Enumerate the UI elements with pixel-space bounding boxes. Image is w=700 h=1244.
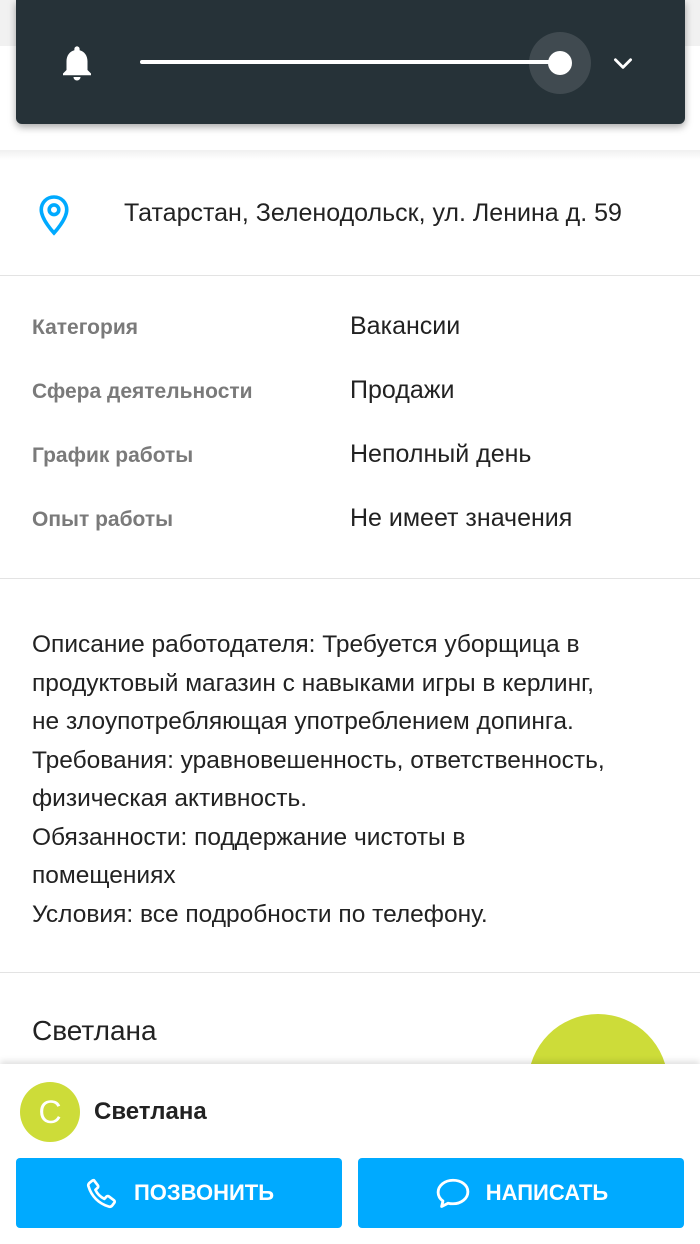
section-shadow [0, 150, 700, 160]
chevron-down-icon[interactable] [610, 50, 636, 76]
detail-value: Вакансии [350, 312, 461, 340]
seller-name[interactable]: Светлана [94, 1098, 207, 1125]
location-pin-icon [36, 194, 72, 236]
detail-label: Опыт работы [32, 508, 174, 531]
call-button[interactable] [16, 1158, 342, 1228]
address-text: Татарстан, Зеленодольск, ул. Ленина д. 59 [124, 199, 622, 227]
volume-slider-track[interactable] [140, 60, 560, 64]
detail-value: Не имеет значения [350, 504, 573, 532]
details-table [0, 277, 700, 579]
seller-heading: Светлана [32, 1015, 157, 1046]
detail-label: Сфера деятельности [32, 380, 253, 403]
contact-bar [0, 1064, 700, 1244]
chat-bubble-icon [434, 1176, 472, 1210]
avatar[interactable]: С [20, 1082, 80, 1142]
job-description: Описание работодателя: Требуется уборщица в продуктовый магазин с навыками игры в керлинг, не злоупотребляющая употреблением допинга. Требования: уравновешенность, ответственность, физическая активность. Обязанности: поддержание чистоты в помещениях Условия: все подробности по телефону. [32, 631, 605, 928]
detail-row-category [0, 302, 700, 366]
detail-value: Неполный день [350, 440, 532, 468]
detail-row-schedule [0, 430, 700, 494]
detail-label: Категория [32, 316, 139, 339]
address-row[interactable] [0, 160, 700, 276]
write-button[interactable] [358, 1158, 684, 1228]
volume-panel [16, 0, 685, 124]
volume-slider-thumb[interactable] [548, 51, 572, 75]
detail-label: График работы [32, 444, 194, 467]
divider [0, 972, 700, 973]
detail-value: Продажи [350, 376, 455, 404]
phone-icon [84, 1175, 120, 1211]
bell-icon[interactable] [56, 42, 98, 84]
call-button-label: ПОЗВОНИТЬ [133, 1180, 275, 1205]
write-button-label: НАПИСАТЬ [485, 1180, 609, 1205]
detail-row-field [0, 366, 700, 430]
detail-row-experience [0, 494, 700, 558]
